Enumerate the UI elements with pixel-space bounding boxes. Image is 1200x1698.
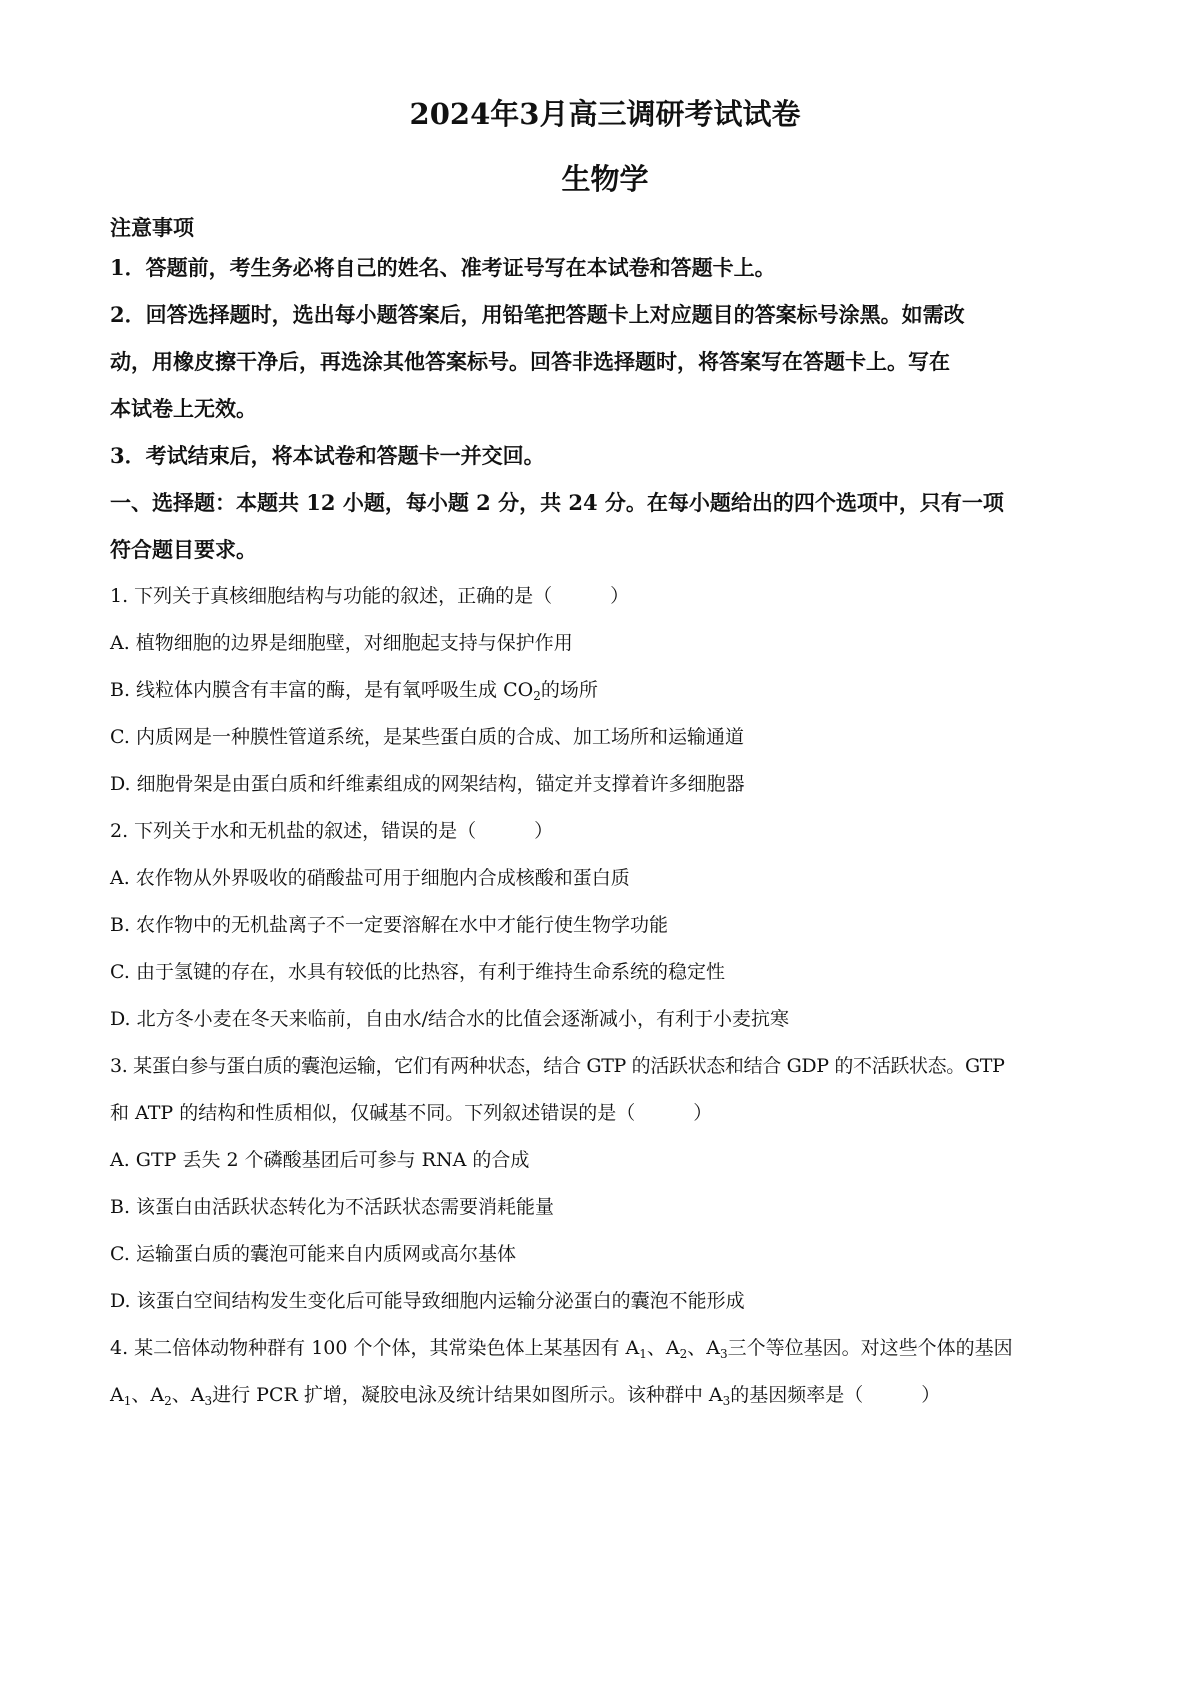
- question-4-stem-line-2: $A_1$、$A_2$、$A_3$进行 PCR 扩增，凝胶电泳及统计结果如图所示。该种群中 $A_3$的基因频率是（ ）: [110, 1384, 941, 1408]
- subscript: 3: [722, 1394, 731, 1408]
- exam-page: [110, 96, 1100, 1419]
- notice-item-2-line-1: 2．回答选择题时，选出每小题答案后，用铅笔把答题卡上对应题目的答案标号涂黑。如需改: [110, 302, 965, 327]
- question-2-option-a: A. 农作物从外界吸收的硝酸盐可用于细胞内合成核酸和蛋白质: [110, 867, 630, 889]
- question-1-option-a: A. 植物细胞的边界是细胞壁，对细胞起支持与保护作用: [110, 632, 573, 654]
- question-2-option-c: C. 由于氢键的存在，水具有较低的比热容，有利于维持生命系统的稳定性: [110, 961, 725, 983]
- subscript: 1: [123, 1394, 132, 1408]
- section-heading-line-1: 一、选择题：本题共 12 小题，每小题 2 分，共 24 分。在每小题给出的四个选项中，只有一项: [110, 490, 1004, 515]
- question-1-option-d: D. 细胞骨架是由蛋白质和纤维素组成的网架结构，锚定并支撑着许多细胞器: [110, 773, 745, 795]
- notice-item-1: 1．答题前，考生务必将自己的姓名、准考证号写在本试卷和答题卡上。: [110, 255, 776, 280]
- notice-heading: 注意事项: [110, 215, 194, 240]
- question-2-paren-end: ）: [534, 820, 554, 842]
- question-4-paren-end: ）: [921, 1384, 941, 1406]
- question-2-option-d: D. 北方冬小麦在冬天来临前，自由水/结合水的比值会逐渐减小，有利于小麦抗寒: [110, 1008, 790, 1030]
- notice-item-3: 3．考试结束后，将本试卷和答题卡一并交回。: [110, 443, 545, 468]
- question-3-option-d: D. 该蛋白空间结构发生变化后可能导致细胞内运输分泌蛋白的囊泡不能形成: [110, 1290, 745, 1312]
- subscript: 3: [204, 1394, 213, 1408]
- subscript: 2: [679, 1347, 688, 1361]
- question-2-stem: [110, 808, 1100, 855]
- question-4-stem-line-1: 4. 某二倍体动物种群有 100 个个体，其常染色体上某基因有 $A_1$、$A_2$、$A_3$三个等位基因。对这些个体的基因: [110, 1337, 1013, 1361]
- question-3-option-a: A. GTP 丢失 2 个磷酸基团后可参与 RNA 的合成: [110, 1149, 530, 1171]
- question-1-option-b: [110, 667, 1100, 714]
- question-1-option-b-text: B. 线粒体内膜含有丰富的酶，是有氧呼吸生成 CO: [110, 679, 534, 701]
- exam-title: 2024年3月高三调研考试试卷: [409, 97, 801, 131]
- question-1-paren-end: ）: [610, 585, 630, 607]
- notice-item-2-line-2: 动，用橡皮擦干净后，再选涂其他答案标号。回答非选择题时，将答案写在答题卡上。写在: [110, 349, 950, 374]
- question-3-text: 和 ATP 的结构和性质相似，仅碱基不同。下列叙述错误的是（: [110, 1102, 636, 1124]
- question-3-stem-line-2: [110, 1090, 1100, 1137]
- question-3-stem-line-1: 3. 某蛋白参与蛋白质的囊泡运输，它们有两种状态，结合 GTP 的活跃状态和结合 GDP 的不活跃状态。GTP: [110, 1055, 1005, 1077]
- subject-title: 生物学: [561, 162, 649, 196]
- question-3-paren-end: ）: [693, 1102, 713, 1124]
- question-3-option-c: C. 运输蛋白质的囊泡可能来自内质网或高尔基体: [110, 1243, 516, 1265]
- subscript: 1: [639, 1347, 647, 1361]
- question-2-text: 2. 下列关于水和无机盐的叙述，错误的是（: [110, 820, 477, 842]
- subscript: 2: [533, 689, 541, 703]
- notice-item-2-line-3: 本试卷上无效。: [110, 396, 257, 421]
- question-1-option-c: C. 内质网是一种膜性管道系统，是某些蛋白质的合成、加工场所和运输通道: [110, 726, 744, 748]
- question-1-stem: [110, 573, 1100, 620]
- question-2-option-b: B. 农作物中的无机盐离子不一定要溶解在水中才能行使生物学功能: [110, 914, 669, 936]
- question-1-option-b-end: 的场所: [540, 679, 598, 701]
- question-3-option-b: B. 该蛋白由活跃状态转化为不活跃状态需要消耗能量: [110, 1196, 555, 1218]
- subscript: 2: [164, 1394, 172, 1408]
- section-heading-line-2: 符合题目要求。: [110, 537, 257, 562]
- subscript: 3: [720, 1347, 728, 1361]
- question-1-text: 1. 下列关于真核细胞结构与功能的叙述，正确的是（: [110, 585, 553, 607]
